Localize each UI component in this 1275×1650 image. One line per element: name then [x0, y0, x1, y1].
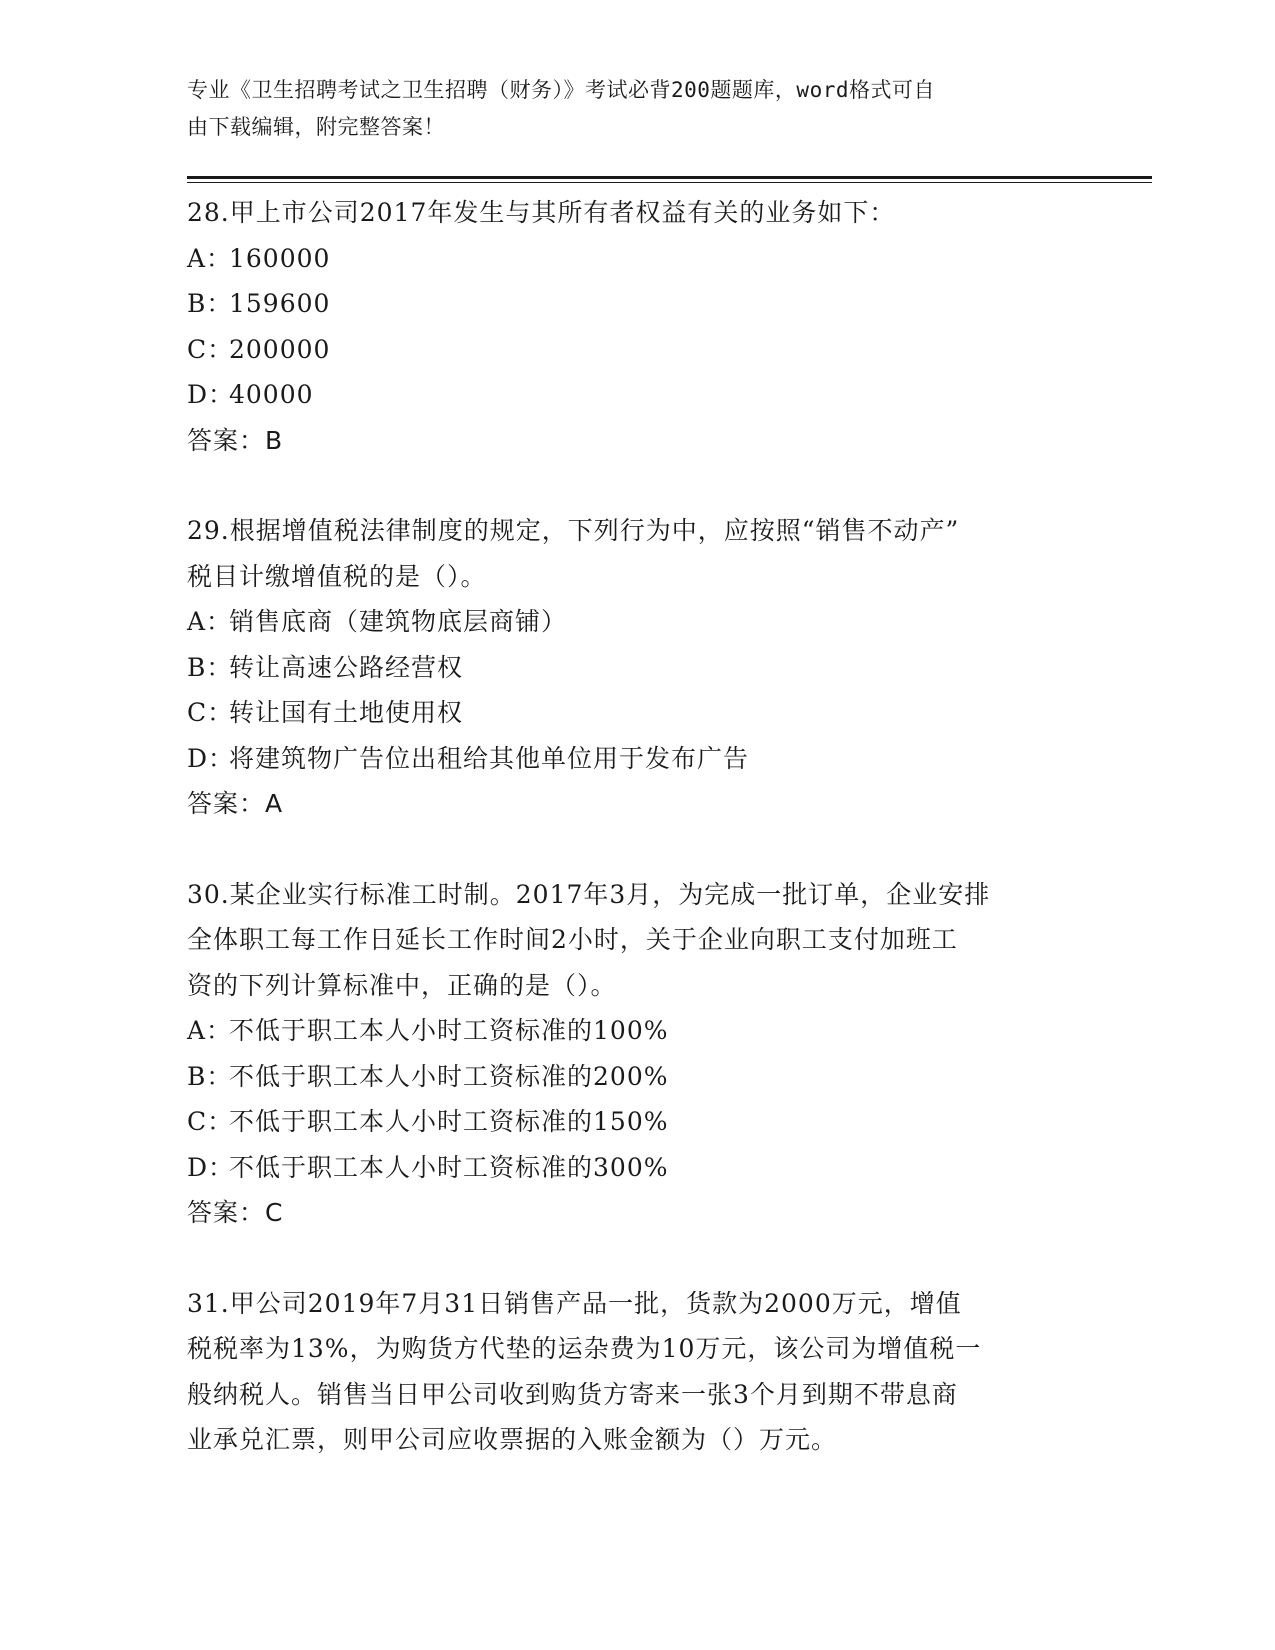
option-letter: A： — [187, 243, 233, 273]
question-stem-line: 29.根据增值税法律制度的规定，下列行为中，应按照“销售不动产” — [187, 516, 960, 545]
option-letter: D： — [187, 380, 235, 409]
option-letter: B： — [187, 652, 233, 682]
option-letter: B： — [187, 1061, 233, 1091]
option-letter: A： — [187, 1016, 233, 1045]
answer-line: 答案：B — [187, 425, 284, 455]
question-stem-line: 税税率为13%，为购货方代垫的运杂费为10万元，该公司为增值税一 — [187, 1334, 982, 1363]
question-stem-line: 税目计缴增值税的是（）。 — [187, 561, 487, 591]
answer-line: 答案：C — [187, 1198, 284, 1227]
question-31 — [187, 1281, 1087, 1463]
question-28 — [187, 190, 1087, 463]
option-c — [187, 327, 1087, 373]
header-divider-thin — [187, 182, 1152, 183]
question-stem-line: 业承兑汇票，则甲公司应收票据的入账金额为（）万元。 — [187, 1425, 838, 1454]
question-stem-line: 28.甲上市公司2017年发生与其所有者权益有关的业务如下： — [187, 198, 896, 227]
option-c — [187, 1099, 1087, 1145]
option-b — [187, 281, 1087, 327]
option-text: 将建筑物广告位出租给其他单位用于发布广告 — [229, 743, 750, 773]
option-a — [187, 1008, 1087, 1054]
header-line-2: 由下载编辑，附完整答案！ — [187, 115, 445, 139]
question-stem-line: 31.甲公司2019年7月31日销售产品一批，货款为2000万元，增值 — [187, 1288, 962, 1318]
option-letter: B： — [187, 289, 233, 318]
question-stem-line: 资的下列计算标准中，正确的是（）。 — [187, 970, 617, 1000]
option-text: 转让高速公路经营权 — [229, 652, 464, 682]
option-a — [187, 236, 1087, 282]
option-d — [187, 1145, 1087, 1191]
option-a — [187, 599, 1087, 645]
question-stem-line: 般纳税人。销售当日甲公司收到购货方寄来一张3个月到期不带息商 — [187, 1379, 958, 1409]
document-header — [187, 72, 1087, 146]
option-text: 160000 — [229, 243, 331, 273]
option-text: 159600 — [229, 289, 331, 318]
option-text: 200000 — [229, 334, 331, 364]
question-30 — [187, 872, 1087, 1236]
option-c — [187, 690, 1087, 736]
option-letter: D： — [187, 1152, 235, 1182]
question-stem-line: 全体职工每工作日延长工作时间2小时，关于企业向职工支付加班工 — [187, 925, 958, 954]
header-divider-thick — [187, 176, 1152, 179]
option-text: 不低于职工本人小时工资标准的200% — [229, 1061, 669, 1091]
header-line-1: 专业《卫生招聘考试之卫生招聘（财务）》考试必背200题题库，word格式可自 — [187, 78, 935, 102]
option-text: 40000 — [229, 380, 314, 409]
option-text: 销售底商（建筑物底层商铺） — [229, 607, 568, 636]
option-text: 不低于职工本人小时工资标准的150% — [229, 1107, 669, 1136]
option-b — [187, 645, 1087, 691]
question-list — [187, 190, 1087, 1463]
option-letter: C： — [187, 334, 234, 364]
option-text: 不低于职工本人小时工资标准的300% — [229, 1152, 669, 1182]
option-letter: C： — [187, 1107, 234, 1136]
option-d — [187, 736, 1087, 782]
question-29 — [187, 508, 1087, 827]
option-text: 转让国有土地使用权 — [229, 698, 464, 727]
question-stem-line: 30.某企业实行标准工时制。2017年3月，为完成一批订单，企业安排 — [187, 879, 991, 909]
option-b — [187, 1054, 1087, 1100]
option-d — [187, 372, 1087, 418]
option-letter: C： — [187, 698, 234, 727]
option-letter: A： — [187, 607, 233, 636]
answer-line: 答案：A — [187, 789, 284, 818]
option-text: 不低于职工本人小时工资标准的100% — [229, 1016, 669, 1045]
option-letter: D： — [187, 743, 235, 773]
